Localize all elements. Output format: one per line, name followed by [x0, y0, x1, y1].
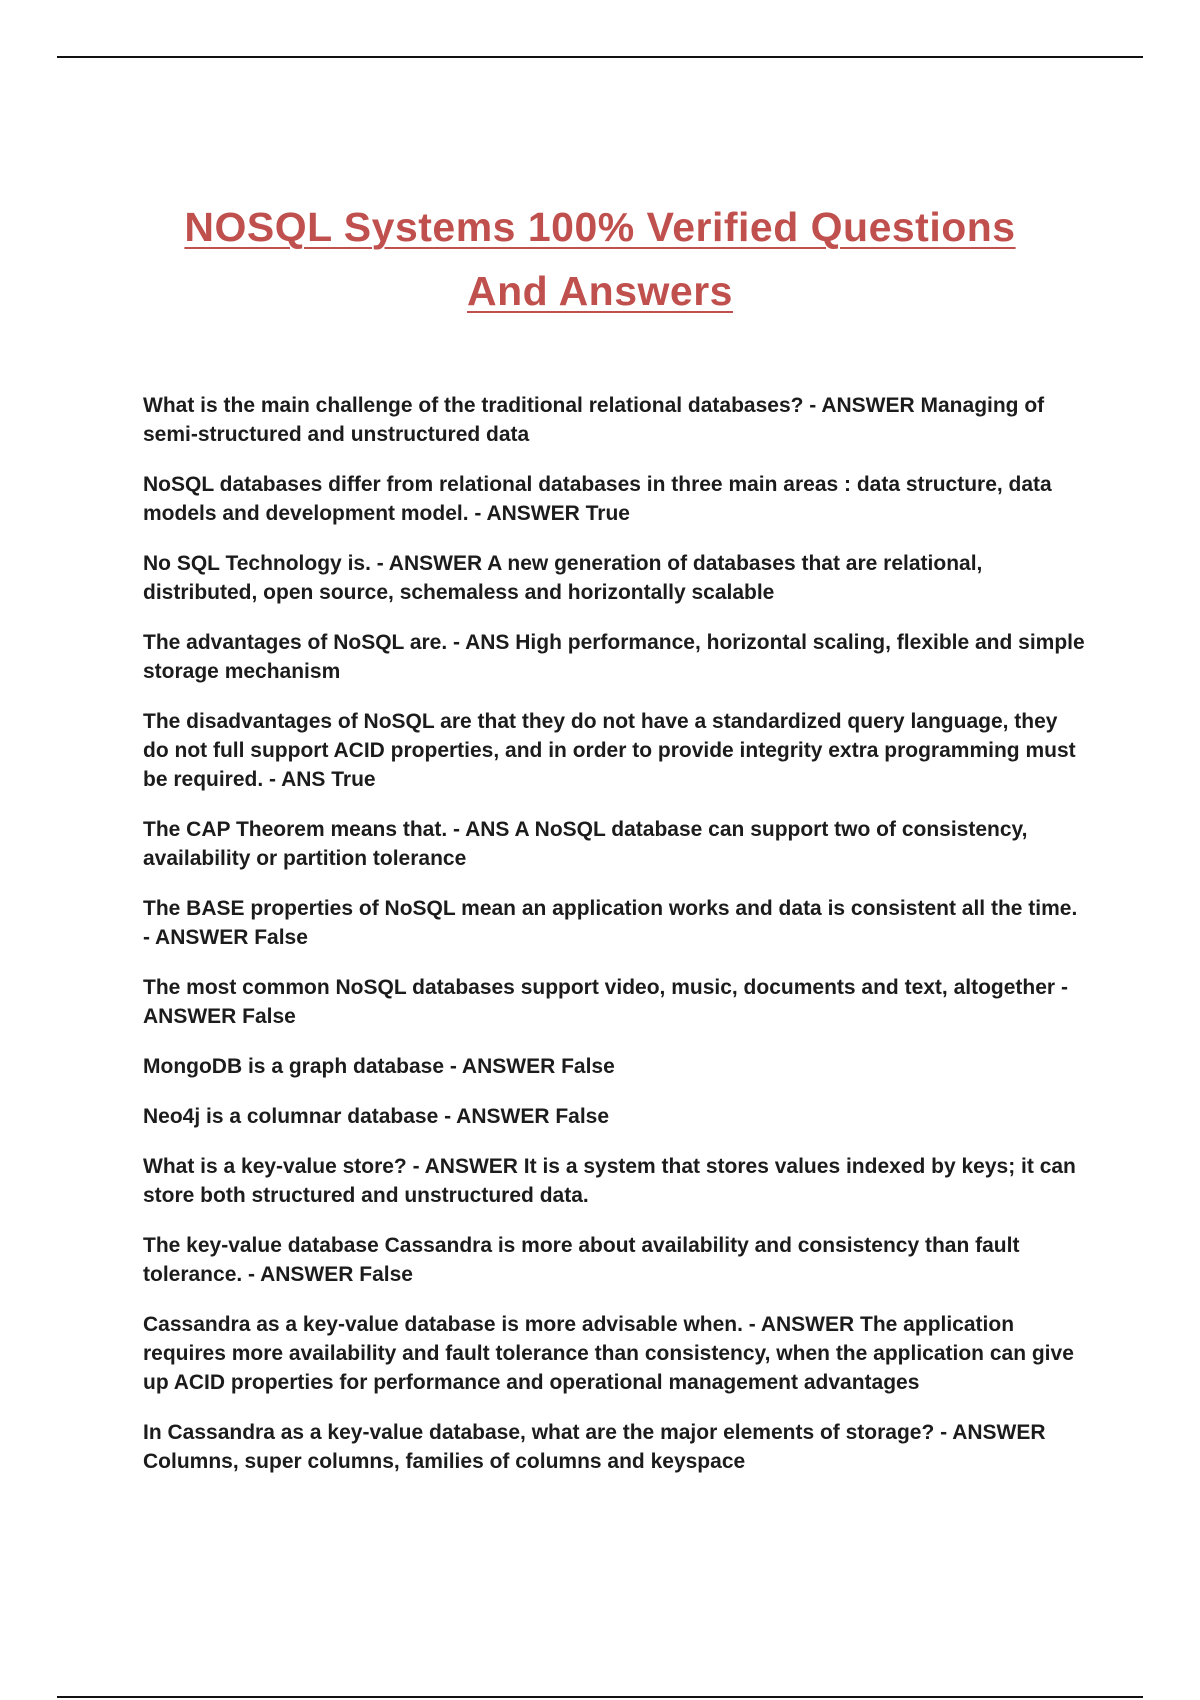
document-title	[0, 195, 1200, 323]
qa-item: The BASE properties of NoSQL mean an application works and data is consistent all the time. - ANSWER False	[143, 897, 1078, 949]
qa-item: What is the main challenge of the traditional relational databases? - ANSWER Managing of semi-structured and unstructured data	[143, 394, 1045, 446]
title-line-2: And Answers	[467, 268, 733, 314]
title-line-1: NOSQL Systems 100% Verified Questions	[184, 204, 1016, 250]
bottom-rule	[57, 1696, 1143, 1698]
qa-item: The advantages of NoSQL are. - ANS High performance, horizontal scaling, flexible and simple storage mechanism	[143, 631, 1085, 683]
qa-list	[143, 391, 1088, 1497]
qa-item: MongoDB is a graph database - ANSWER False	[143, 1055, 615, 1078]
qa-item: What is a key-value store? - ANSWER It is a system that stores values indexed by keys; it can store both structured and unstructured data.	[143, 1155, 1076, 1207]
qa-item: Neo4j is a columnar database - ANSWER False	[143, 1105, 610, 1128]
qa-item: Cassandra as a key-value database is more advisable when. - ANSWER The application requires more availability and fault tolerance than consistency, when the application can give up ACID properties for performance and operational management advantages	[143, 1313, 1074, 1394]
qa-item: The CAP Theorem means that. - ANS A NoSQL database can support two of consistency, availability or partition tolerance	[143, 818, 1028, 870]
qa-item: No SQL Technology is. - ANSWER A new generation of databases that are relational, distributed, open source, schemaless and horizontally scalable	[143, 552, 983, 604]
qa-item: In Cassandra as a key-value database, what are the major elements of storage? - ANSWER Columns, super columns, families of columns and keyspace	[143, 1421, 1046, 1473]
qa-item: The most common NoSQL databases support video, music, documents and text, altogether - ANSWER False	[143, 976, 1068, 1028]
qa-item: The disadvantages of NoSQL are that they do not have a standardized query language, they do not full support ACID properties, and in order to provide integrity extra programming must be required. - ANS True	[143, 710, 1076, 791]
top-rule	[57, 56, 1143, 58]
qa-item: The key-value database Cassandra is more about availability and consistency than fault tolerance. - ANSWER False	[143, 1234, 1020, 1286]
qa-item: NoSQL databases differ from relational databases in three main areas : data structure, data models and development model. - ANSWER True	[143, 473, 1052, 525]
